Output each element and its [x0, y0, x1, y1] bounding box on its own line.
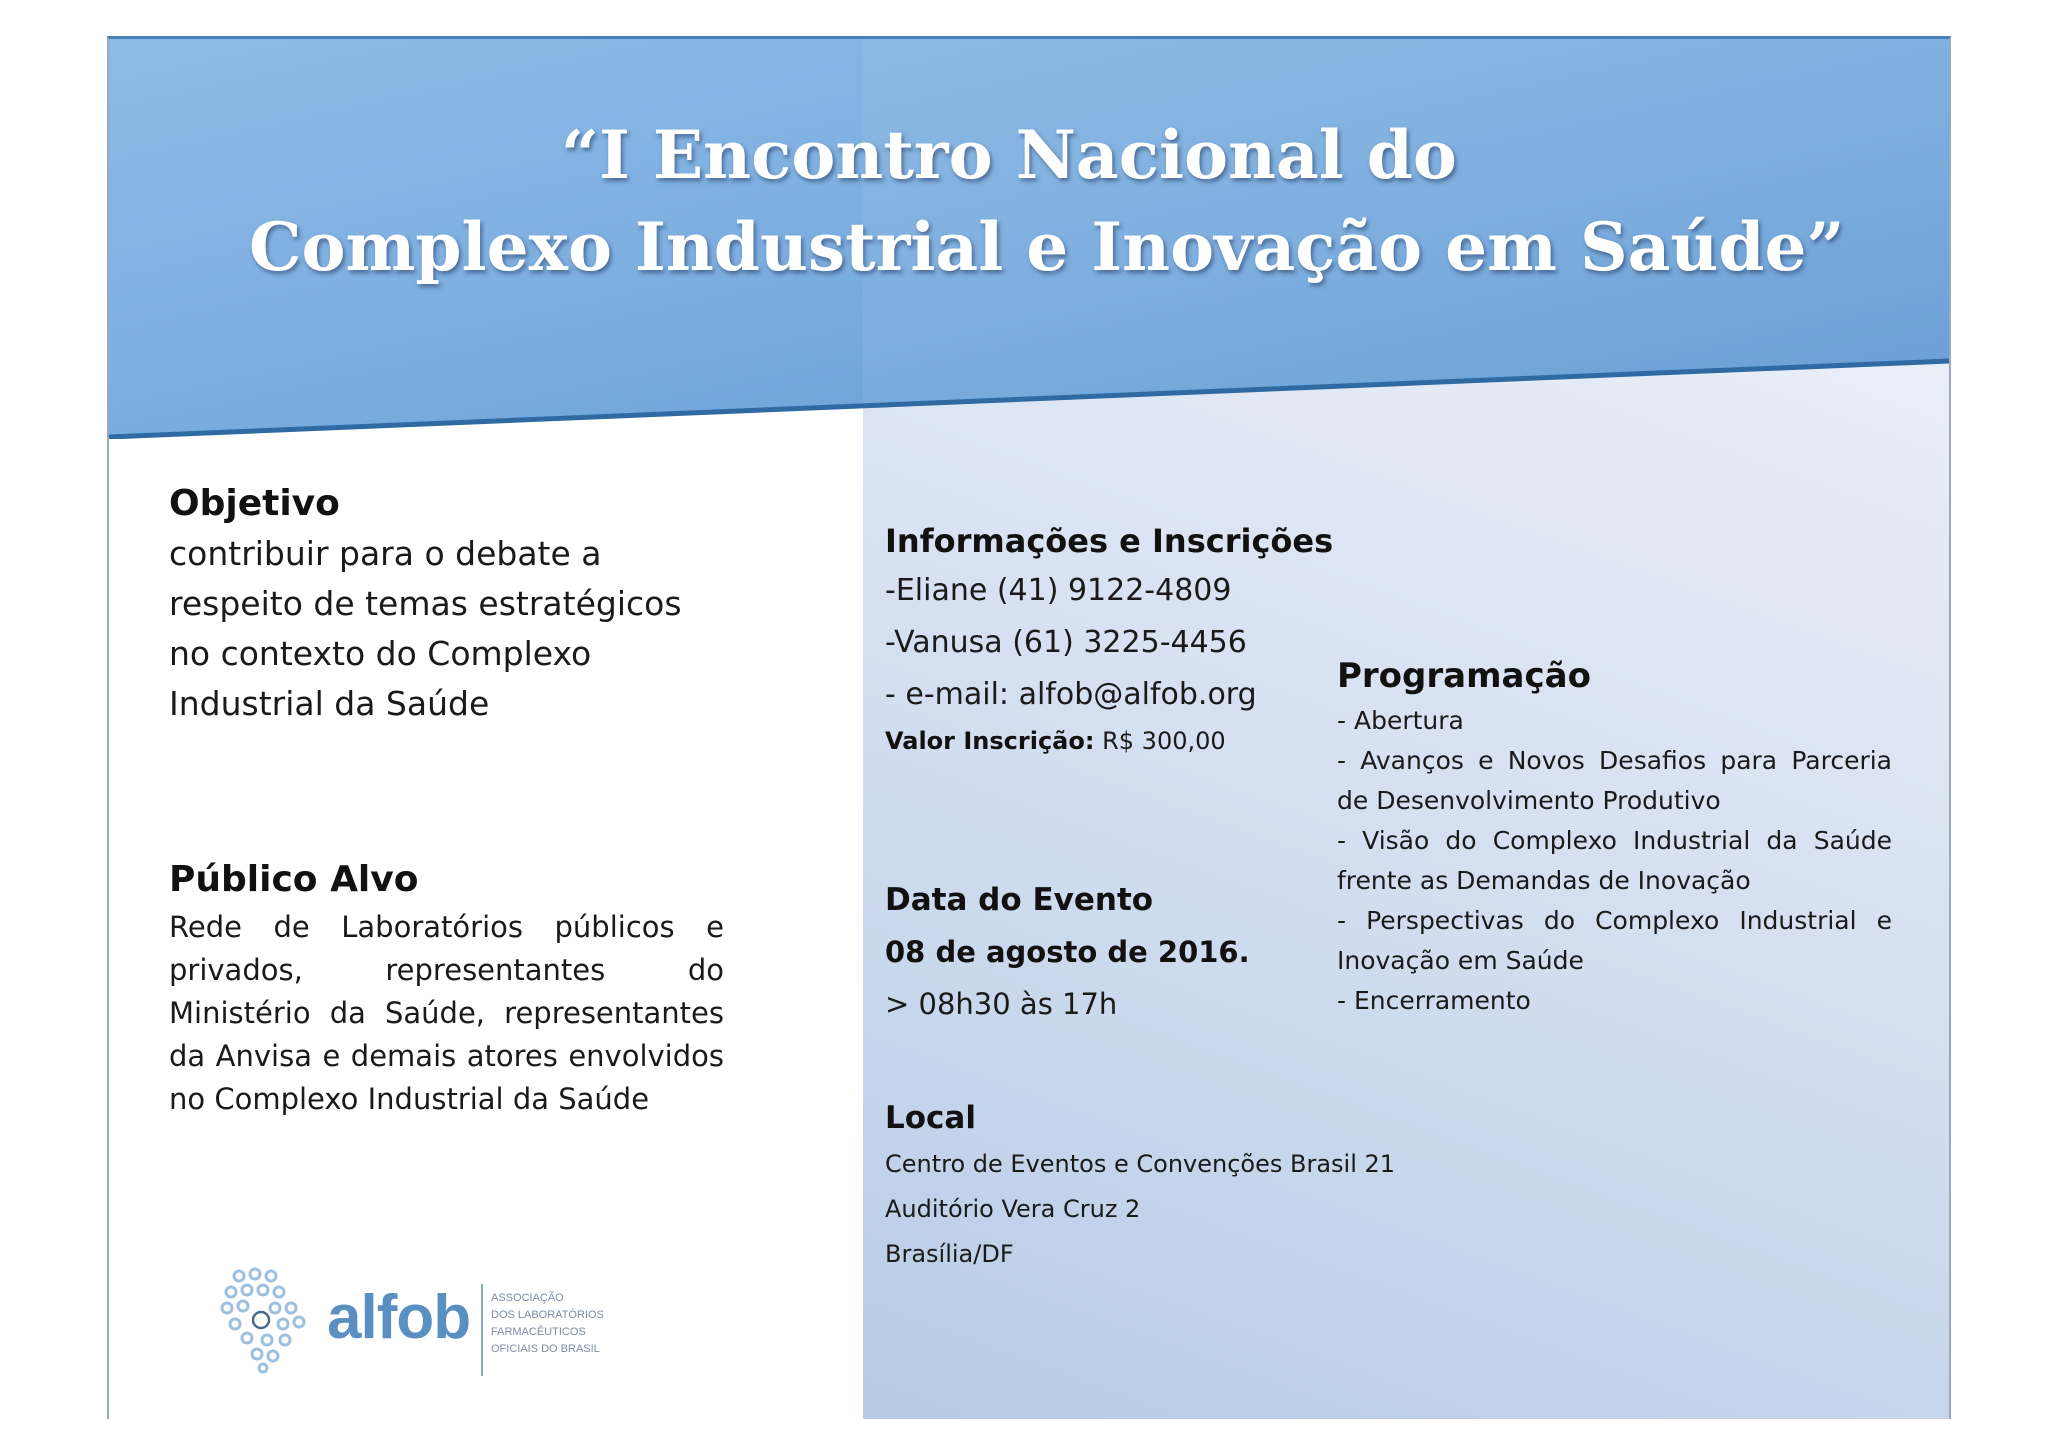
programacao-item-3: - Visão do Complexo Industrial da Saúde frente as Demandas de Inovação	[1337, 826, 1892, 895]
programacao-item-4: - Perspectivas do Complexo Industrial e Inovação em Saúde	[1337, 906, 1892, 975]
valor-inscricao	[885, 721, 1325, 761]
logo-divider	[481, 1284, 483, 1376]
contact-email: - e-mail: alfob@alfob.org	[885, 677, 1257, 712]
objetivo-line-4: Industrial da Saúde	[169, 684, 490, 723]
dots-map-icon	[219, 1264, 319, 1374]
data-evento-section	[885, 874, 1285, 1030]
flyer-frame	[107, 36, 1951, 1419]
local-line-2: Auditório Vera Cruz 2	[885, 1195, 1141, 1223]
local-line-3: Brasília/DF	[885, 1240, 1014, 1268]
informacoes-heading: Informações e Inscrições	[885, 522, 1334, 560]
logo-tagline-line-2: DOS LABORATÓRIOS	[491, 1309, 604, 1321]
local-line-1: Centro de Eventos e Convenções Brasil 21	[885, 1150, 1396, 1178]
logo-tagline-line-4: OFICIAIS DO BRASIL	[491, 1343, 600, 1355]
logo-tagline-line-3: FARMACÊUTICOS	[491, 1326, 586, 1338]
local-heading: Local	[885, 1100, 976, 1136]
informacoes-section	[885, 517, 1334, 761]
objetivo-line-3: no contexto do Complexo	[169, 634, 592, 673]
objetivo-heading: Objetivo	[169, 483, 340, 524]
alfob-logo	[219, 1264, 619, 1384]
objetivo-line-1: contribuir para o debate a	[169, 534, 602, 573]
programacao-item-5: - Encerramento	[1337, 986, 1531, 1015]
publico-heading: Público Alvo	[169, 859, 419, 900]
programacao-item-2: - Avanços e Novos Desafios para Parceria de Desenvolvimento Produtivo	[1337, 746, 1892, 815]
programacao-item-1: - Abertura	[1337, 706, 1464, 735]
logo-tagline-line-1: ASSOCIAÇÃO	[491, 1292, 564, 1304]
data-evento-heading: Data do Evento	[885, 882, 1154, 918]
programacao-heading: Programação	[1337, 656, 1591, 696]
event-time: > 08h30 às 17h	[885, 987, 1118, 1021]
contact-eliane: -Eliane (41) 9122-4809	[885, 573, 1232, 608]
logo-tagline	[491, 1290, 604, 1358]
local-section	[885, 1094, 1405, 1277]
event-title	[249, 109, 1845, 293]
logo-wordmark: alfob	[327, 1283, 471, 1352]
programacao-section	[1337, 651, 1892, 1021]
valor-amount: R$ 300,00	[1094, 727, 1226, 755]
objetivo-section	[169, 479, 729, 729]
valor-label: Valor Inscrição:	[885, 727, 1095, 755]
objetivo-line-2: respeito de temas estratégicos	[169, 584, 682, 623]
event-date: 08 de agosto de 2016.	[885, 935, 1250, 969]
title-line-1: “I Encontro Nacional do	[561, 116, 1457, 194]
title-line-2: Complexo Industrial e Inovação em Saúde”	[249, 208, 1845, 286]
publico-section	[169, 854, 724, 1121]
contact-vanusa: -Vanusa (61) 3225-4456	[885, 625, 1247, 660]
publico-text: Rede de Laboratórios públicos e privados, representantes do Ministério da Saúde, representantes da Anvisa e demais atores envolvidos no Complexo Industrial da Saúde	[169, 910, 724, 1116]
